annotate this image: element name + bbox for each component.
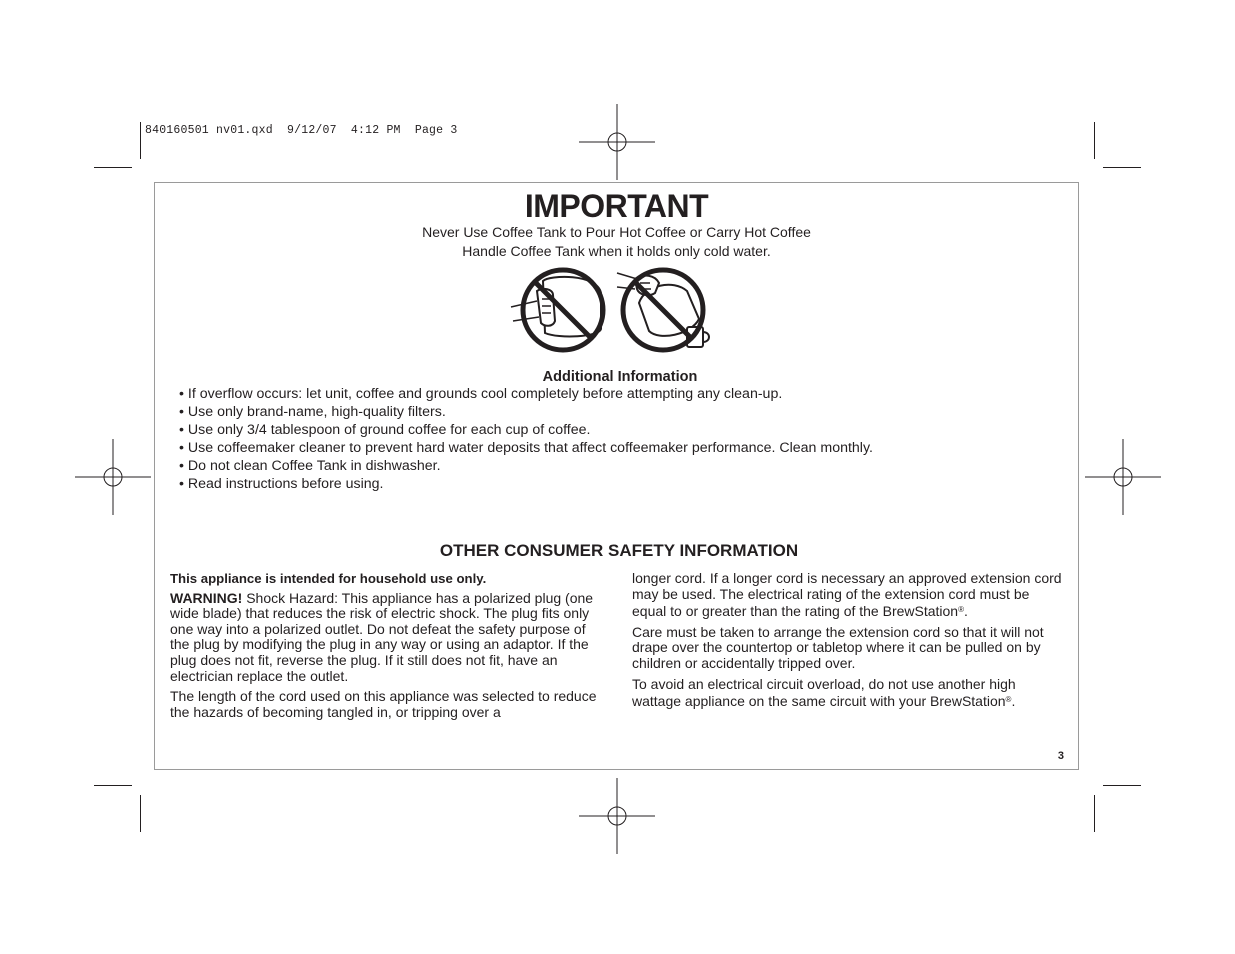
additional-info-heading: Additional Information (542, 369, 698, 385)
safety-column-right (632, 571, 1064, 715)
care-paragraph: Care must be taken to arrange the extension cord so that it will not drape over the countertop or tabletop where it can be pulled on by children or accidentally tripped over. (632, 623, 1044, 671)
additional-info-list (179, 385, 873, 493)
registered-mark: ® (958, 605, 965, 615)
extension-cord-text: longer cord. If a longer cord is necessary an approved extension cord may be used. The electrical rating of the extension cord must be equal to or greater than the rating of the BrewStation (632, 570, 1062, 620)
page-number: 3 (1057, 750, 1064, 762)
safety-heading: OTHER CONSUMER SAFETY INFORMATION (439, 541, 799, 560)
crop-mark (140, 122, 141, 159)
overload-text: To avoid an electrical circuit overload, do not use another high wattage appliance on the same circuit with your BrewStation (632, 675, 1016, 710)
registered-mark: ® (1005, 695, 1012, 705)
list-item: • Use coffeemaker cleaner to prevent hard water deposits that affect coffeemaker performance. Clean monthly. (179, 440, 873, 456)
cord-length-paragraph: The length of the cord used on this appliance was selected to reduce the hazards of becoming tangled in, or tripping over a (170, 688, 597, 720)
crop-mark (1103, 167, 1141, 168)
crop-mark (1103, 785, 1141, 786)
warning-text: Shock Hazard: This appliance has a polarized plug (one wide blade) that reduces the risk of electric shock. The plug fits only one way into a polarized outlet. Do not defeat the safety purpose of the plug by modifying the plug in any way or using an adaptor. If the plug does not fit, reverse the plug. If it still does not fit, have an electrician replace the outlet. (170, 589, 594, 684)
sentence-period: . (1011, 693, 1016, 710)
crop-mark (140, 795, 141, 832)
list-item: • Do not clean Coffee Tank in dishwasher. (179, 458, 441, 474)
registration-mark-icon (75, 439, 151, 515)
warning-label: WARNING! (170, 589, 243, 606)
important-line-1: Never Use Coffee Tank to Pour Hot Coffee or Carry Hot Coffee (422, 224, 811, 240)
list-item: • Use only brand-name, high-quality filters. (179, 404, 446, 420)
content-panel (154, 182, 1079, 770)
registration-mark-icon (579, 104, 655, 180)
warning-paragraph (170, 591, 602, 685)
warning-illustrations (509, 263, 725, 357)
crop-mark (94, 167, 132, 168)
registration-mark-icon (1085, 439, 1161, 515)
file-slug-line: 840160501 nv01.qxd 9/12/07 4:12 PM Page 3 (145, 124, 458, 137)
list-item: • If overflow occurs: let unit, coffee and grounds cool completely before attempting any clean-up. (179, 386, 783, 402)
crop-mark (1094, 795, 1095, 832)
household-use-notice: This appliance is intended for household use only. (170, 571, 487, 586)
important-line-2: Handle Coffee Tank when it holds only cold water. (462, 243, 771, 259)
no-pouring-coffee-icon (617, 270, 709, 350)
sentence-period: . (964, 603, 968, 620)
crop-mark (94, 785, 132, 786)
safety-column-left (170, 571, 602, 725)
registration-mark-icon (579, 778, 655, 854)
extension-cord-paragraph (632, 571, 1064, 620)
overload-paragraph (632, 677, 1064, 710)
no-carrying-tank-icon (511, 270, 603, 350)
list-item: • Use only 3/4 tablespoon of ground coffee for each cup of coffee. (179, 422, 591, 438)
important-heading: IMPORTANT (524, 188, 709, 224)
crop-mark (1094, 122, 1095, 159)
list-item: • Read instructions before using. (179, 476, 384, 492)
